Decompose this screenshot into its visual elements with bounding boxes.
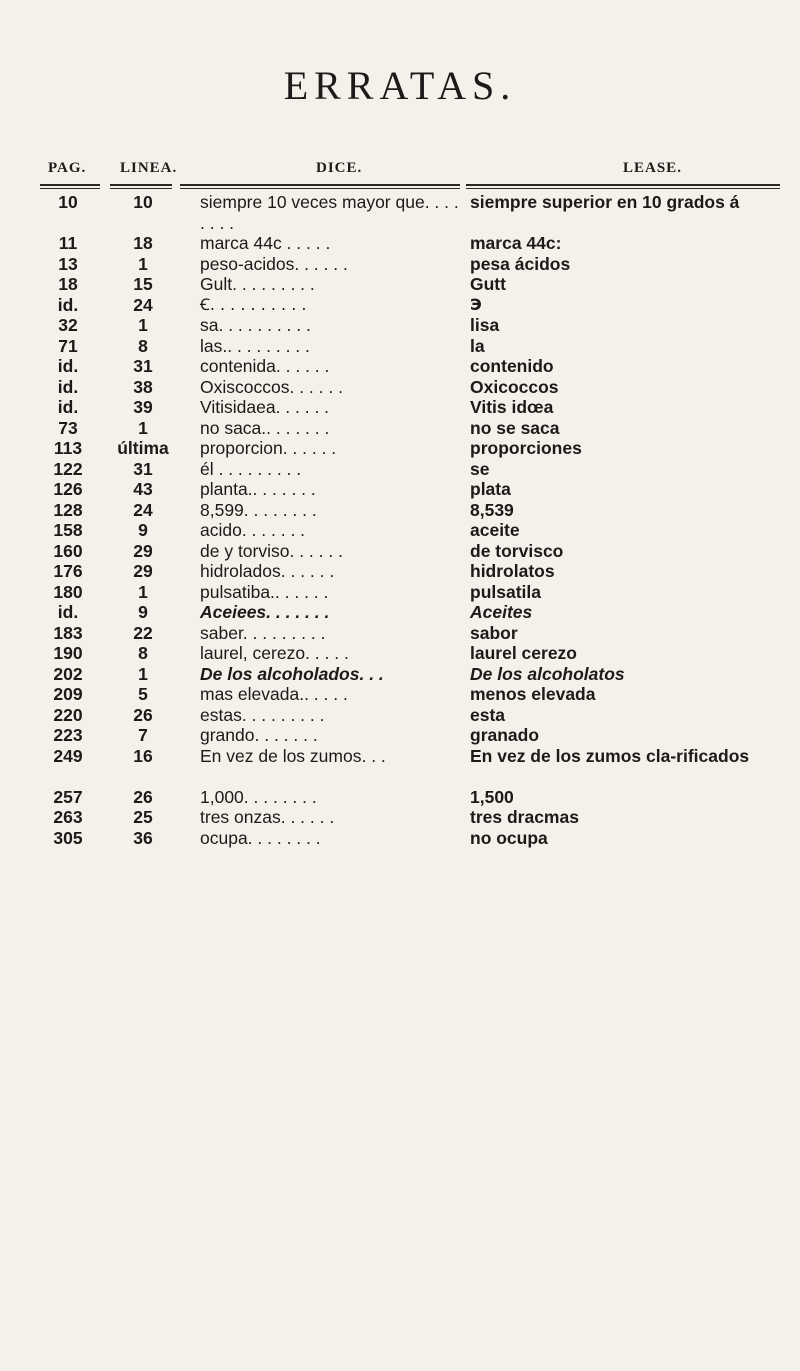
cell-lease: la xyxy=(470,335,485,356)
cell-lease: granado xyxy=(470,725,540,745)
rule-lease xyxy=(466,184,780,186)
cell-lease: tres dracmas xyxy=(470,807,579,827)
rule-dice xyxy=(180,184,460,186)
cell-dice: ocupa. . . . . . . . xyxy=(200,827,321,848)
cell-lease: plata xyxy=(470,479,511,499)
cell-linea: 31 xyxy=(133,356,153,376)
cell-pag: 10 xyxy=(58,192,78,212)
table-row xyxy=(0,541,800,562)
cell-lease: De los alcoholatos xyxy=(470,663,625,684)
cell-pag: 183 xyxy=(53,622,83,643)
table-row xyxy=(0,479,800,500)
header-pag: PAG. xyxy=(48,160,87,176)
cell-dice: hidrolados. . . . . . xyxy=(200,561,335,581)
cell-linea: 15 xyxy=(133,274,153,294)
header-dice: DICE. xyxy=(316,160,363,176)
cell-lease: siempre superior en 10 grados á xyxy=(470,192,740,212)
table-row xyxy=(0,438,800,459)
cell-pag: 209 xyxy=(53,684,83,704)
cell-dice: 1,000. . . . . . . . xyxy=(200,786,317,807)
cell-linea: 29 xyxy=(133,561,153,581)
rule-pag xyxy=(40,184,100,186)
cell-linea: 31 xyxy=(133,458,153,479)
table-row xyxy=(0,192,800,233)
cell-lease: menos elevada xyxy=(470,684,596,704)
cell-pag: 263 xyxy=(53,807,83,827)
table-row xyxy=(0,787,800,808)
cell-dice: las.. . . . . . . . . xyxy=(200,335,310,356)
cell-pag: 180 xyxy=(53,581,83,602)
table-row xyxy=(0,746,800,787)
table-row xyxy=(0,418,800,439)
cell-lease: pulsatila xyxy=(470,581,541,602)
cell-pag: 18 xyxy=(58,274,78,294)
table-row xyxy=(0,274,800,295)
cell-pag: 73 xyxy=(58,417,78,438)
cell-lease: esta xyxy=(470,704,506,725)
cell-dice: planta.. . . . . . . xyxy=(200,479,316,499)
cell-linea: 1 xyxy=(138,417,148,438)
cell-linea: 16 xyxy=(133,745,153,766)
cell-lease: pesa ácidos xyxy=(470,253,571,274)
table-row xyxy=(0,725,800,746)
cell-pag: id. xyxy=(57,356,79,376)
cell-linea: 8 xyxy=(138,335,148,356)
cell-pag: 223 xyxy=(53,725,83,745)
cell-lease: no ocupa xyxy=(470,827,548,848)
cell-pag: id. xyxy=(57,376,79,397)
cell-linea: 24 xyxy=(133,499,153,520)
cell-dice: peso-acidos. . . . . . xyxy=(200,253,348,274)
cell-dice: 8,599. . . . . . . . xyxy=(200,499,317,520)
cell-pag: 128 xyxy=(53,499,83,520)
cell-lease: marca 44c: xyxy=(470,233,562,253)
cell-linea: 18 xyxy=(133,233,153,253)
cell-lease: En vez de los zumos cla-rificados xyxy=(470,745,750,766)
cell-dice: tres onzas. . . . . . xyxy=(200,807,335,827)
cell-linea: 39 xyxy=(133,397,153,417)
cell-pag: 305 xyxy=(53,827,83,848)
table-row xyxy=(0,561,800,582)
table-row xyxy=(0,664,800,685)
cell-pag: 158 xyxy=(53,520,83,540)
cell-linea: 8 xyxy=(138,643,148,663)
cell-linea: 1 xyxy=(138,581,148,602)
cell-pag: 13 xyxy=(58,253,78,274)
rule-dice-thin xyxy=(180,188,460,189)
cell-lease: se xyxy=(470,458,490,479)
cell-pag: 122 xyxy=(53,458,83,479)
cell-pag: 11 xyxy=(58,233,78,253)
cell-linea: 26 xyxy=(133,786,153,807)
cell-dice: él . . . . . . . . . xyxy=(200,458,302,479)
cell-dice: Ꞓ. . . . . . . . . . xyxy=(200,294,307,314)
cell-linea: 7 xyxy=(138,725,148,745)
cell-dice: De los alcoholados. . . xyxy=(200,663,384,684)
cell-dice: contenida. . . . . . xyxy=(200,356,330,376)
cell-dice: Oxiscoccos. . . . . . xyxy=(200,376,343,397)
rule-pag-thin xyxy=(40,188,100,189)
table-row xyxy=(0,582,800,603)
table-row xyxy=(0,295,800,316)
cell-linea: 29 xyxy=(133,540,153,561)
table-row xyxy=(0,336,800,357)
cell-linea: 43 xyxy=(133,479,153,499)
cell-dice: pulsatiba.. . . . . . xyxy=(200,581,329,602)
table-row xyxy=(0,254,800,275)
cell-lease: Oxicoccos xyxy=(470,376,559,397)
cell-pag: id. xyxy=(57,397,79,417)
cell-linea: última xyxy=(117,438,169,458)
rule-lease-thin xyxy=(466,188,780,189)
cell-linea: 9 xyxy=(138,520,148,540)
cell-pag: 126 xyxy=(53,479,83,499)
table-row xyxy=(0,500,800,521)
cell-pag: 249 xyxy=(53,745,83,766)
cell-linea: 36 xyxy=(133,827,153,848)
cell-dice: Aceiees. . . . . . . xyxy=(200,602,330,622)
page-title: ERRATAS. xyxy=(283,63,517,108)
cell-pag: 220 xyxy=(53,704,83,725)
rule-linea xyxy=(110,184,172,186)
cell-pag: 160 xyxy=(53,540,83,561)
header-lease: LEASE. xyxy=(623,160,682,176)
cell-dice: Vitisidaea. . . . . . xyxy=(200,397,330,417)
table-row xyxy=(0,397,800,418)
cell-dice: estas. . . . . . . . . xyxy=(200,704,325,725)
cell-lease: proporciones xyxy=(470,438,582,458)
cell-dice: sa. . . . . . . . . . xyxy=(200,315,311,335)
cell-linea: 24 xyxy=(133,294,153,315)
cell-linea: 22 xyxy=(133,622,153,643)
cell-pag: 71 xyxy=(58,335,78,356)
cell-linea: 1 xyxy=(138,315,148,335)
cell-dice: acido. . . . . . . xyxy=(200,520,306,540)
table-row xyxy=(0,377,800,398)
cell-lease: no se saca xyxy=(470,417,560,438)
table-row xyxy=(0,828,800,849)
cell-lease: Aceites xyxy=(470,602,533,622)
cell-dice: siempre 10 veces mayor que. . . . . . . . xyxy=(200,192,459,233)
cell-pag: 176 xyxy=(53,561,83,581)
cell-dice: En vez de los zumos. . . xyxy=(200,745,386,766)
cell-dice: marca 44c . . . . . xyxy=(200,233,331,253)
cell-lease: Gutt xyxy=(470,274,506,294)
table-row xyxy=(0,643,800,664)
header-linea: LINEA. xyxy=(120,160,178,176)
cell-lease: Э xyxy=(470,294,482,314)
cell-lease: de torvisco xyxy=(470,540,564,561)
cell-linea: 1 xyxy=(138,253,148,274)
cell-pag: 113 xyxy=(53,438,83,458)
cell-pag: 32 xyxy=(58,315,78,335)
cell-lease: Vitis idœa xyxy=(470,397,554,417)
cell-dice: de y torviso. . . . . . xyxy=(200,540,343,561)
cell-dice: proporcion. . . . . . xyxy=(200,438,337,458)
cell-lease: hidrolatos xyxy=(470,561,555,581)
cell-dice: no saca.. . . . . . . xyxy=(200,417,330,438)
table-row xyxy=(0,233,800,254)
cell-pag: 202 xyxy=(53,663,83,684)
cell-dice: Gult. . . . . . . . . xyxy=(200,274,315,294)
cell-lease: laurel cerezo xyxy=(470,643,577,663)
table-row xyxy=(0,684,800,705)
cell-dice: saber. . . . . . . . . xyxy=(200,622,326,643)
table-row xyxy=(0,356,800,377)
table-row xyxy=(0,623,800,644)
cell-dice: laurel, cerezo. . . . . xyxy=(200,643,349,663)
cell-linea: 26 xyxy=(133,704,153,725)
cell-lease: 8,539 xyxy=(470,499,514,520)
cell-lease: contenido xyxy=(470,356,554,376)
table-row xyxy=(0,315,800,336)
cell-pag: 257 xyxy=(53,786,83,807)
cell-linea: 38 xyxy=(133,376,153,397)
table-row xyxy=(0,459,800,480)
table-row xyxy=(0,807,800,828)
cell-pag: id. xyxy=(57,294,79,315)
cell-linea: 10 xyxy=(133,192,153,212)
table-row xyxy=(0,602,800,623)
errata-table xyxy=(0,192,800,848)
cell-pag: id. xyxy=(57,602,79,622)
cell-dice: mas elevada.. . . . . xyxy=(200,684,348,704)
cell-lease: sabor xyxy=(470,622,518,643)
cell-lease: 1,500 xyxy=(470,786,514,807)
table-row xyxy=(0,705,800,726)
rule-linea-thin xyxy=(110,188,172,189)
cell-linea: 1 xyxy=(138,663,148,684)
cell-lease: aceite xyxy=(470,520,520,540)
table-row xyxy=(0,520,800,541)
cell-lease: lisa xyxy=(470,315,500,335)
cell-linea: 5 xyxy=(138,684,148,704)
cell-pag: 190 xyxy=(53,643,83,663)
cell-dice: grando. . . . . . . xyxy=(200,725,318,745)
cell-linea: 9 xyxy=(138,602,148,622)
cell-linea: 25 xyxy=(133,807,153,827)
